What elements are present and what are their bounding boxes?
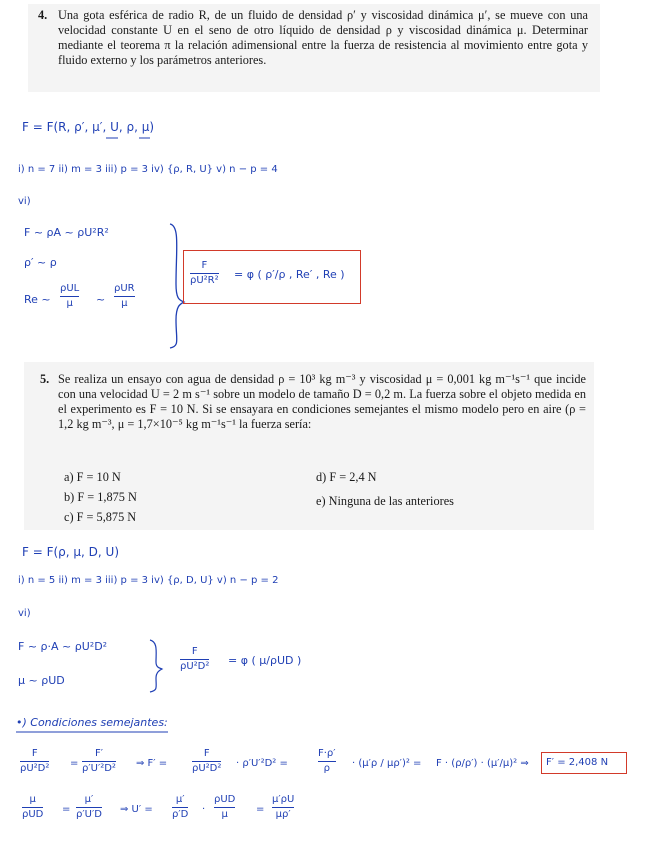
problem-5-text: Se realiza un ensayo con agua de densidad ρ = 10³ kg m⁻³ y viscosidad μ = 0,001 kg m⁻¹s⁻¹ que incide con una velocidad U = 2 m s⁻¹ sobre un modelo de tamaño D = 0,2 m. La fuerza sobre el objeto medida en el experimento es F = 10 N. Si se ensayara en condiciones semejantes el mismo modelo pero en aire (ρ = 1,2 kg m⁻³, μ = 1,7×10⁻⁵ kg m⁻¹s⁻¹ la fuerza sería: — [58, 372, 586, 431]
eq2-equals-2: = — [256, 804, 265, 815]
frac-num: μ — [29, 794, 36, 805]
frac-num: F — [31, 748, 38, 759]
frac-den: μ — [66, 298, 73, 309]
p5-result-rhs: = φ ( μ/ρUD ) — [228, 654, 302, 667]
frac-num: F·ρ′ — [318, 748, 336, 759]
eq1-implies: ⇒ F′ = — [136, 758, 168, 769]
option-a: a) F = 10 N — [64, 470, 121, 484]
problem-5-number: 5. — [40, 372, 50, 386]
frac-den: ρ′U′D — [76, 809, 102, 820]
frac-num: ρUL — [60, 283, 80, 294]
p4-reynolds-label: Re ~ — [24, 293, 51, 306]
option-b: b) F = 1,875 N — [64, 490, 137, 504]
frac-num: μ′ — [84, 794, 94, 805]
problem-4-text: Una gota esférica de radio R, de un fluido de densidad ρ′ y viscosidad dinámica μ′, se mueve con una velocidad constante U en el seno de otro líquido de densidad ρ y viscosidad dinámica μ. Determinar mediante el teorema π la relación adimensional entre la fuerza de resistencia al movimiento entre gota y fluido externo y los parámetros anteriores. — [58, 8, 588, 67]
eq1-frac-a — [20, 748, 49, 775]
option-e: e) Ninguna de las anteriores — [316, 494, 454, 508]
eq1-frac-d — [318, 748, 336, 775]
eq1-ratio-squared: · (μ′ρ / μρ′)² = — [352, 758, 422, 769]
frac-den: ρ′D — [172, 809, 189, 820]
frac-den: μ — [221, 809, 228, 820]
p4-steps: i) n = 7 ii) m = 3 iii) p = 3 iv) {ρ, R, U} v) n − p = 4 — [18, 164, 278, 175]
frac-den: ρU²D² — [20, 763, 50, 774]
p5-step-vi: vi) — [18, 608, 31, 619]
eq2-equals: = — [62, 804, 71, 815]
p5-result-fraction — [180, 646, 209, 673]
frac-den: ρ — [323, 763, 330, 774]
frac-den: μ — [121, 298, 128, 309]
frac-den: ρU²D² — [192, 763, 222, 774]
eq2-frac-e — [272, 794, 294, 821]
eq2-frac-a — [22, 794, 43, 821]
eq1-frac-b — [82, 748, 116, 775]
frac-num: μ′ — [175, 794, 185, 805]
eq1-equals: = — [70, 758, 79, 769]
p4-result-rhs: = φ ( ρ′/ρ , Re′ , Re ) — [234, 268, 345, 281]
frac-den: ρU²D² — [180, 661, 210, 672]
eq2-dot: · — [202, 804, 206, 815]
p5-relation-force: F ~ ρ·A ~ ρU²D² — [18, 640, 108, 653]
frac-num: F — [203, 748, 210, 759]
eq2-implies: ⇒ U′ = — [120, 804, 153, 815]
p5-function-definition: F = F(ρ, μ, D, U) — [22, 545, 120, 559]
p4-reynolds-tilde: ~ — [96, 293, 106, 306]
eq2-frac-c — [172, 794, 188, 821]
frac-num: F — [191, 646, 198, 657]
p4-function-definition: F = F(R, ρ′, μ′, U, ρ, μ) — [22, 120, 155, 134]
option-d: d) F = 2,4 N — [316, 470, 377, 484]
similar-conditions-title: •) Condiciones semejantes: — [16, 716, 168, 729]
p4-relation-density: ρ′ ~ ρ — [24, 256, 57, 269]
eq1-frac-c — [192, 748, 221, 775]
problem-4-number: 4. — [38, 8, 48, 22]
frac-num: ρUD — [214, 794, 236, 805]
frac-den: ρ′U′²D² — [82, 763, 116, 774]
frac-num: F′ — [94, 748, 103, 759]
frac-num: μ′ρU — [272, 794, 295, 805]
eq2-frac-b — [76, 794, 102, 821]
eq2-frac-d — [214, 794, 235, 821]
eq1-final-expression: F · (ρ/ρ′) · (μ′/μ)² ⇒ — [436, 758, 529, 769]
p5-steps: i) n = 5 ii) m = 3 iii) p = 3 iv) {ρ, D, U} v) n − p = 2 — [18, 575, 279, 586]
frac-den: ρUD — [22, 809, 44, 820]
eq1-middle: · ρ′U′²D² = — [236, 758, 288, 769]
frac-den: μρ′ — [275, 809, 291, 820]
option-c: c) F = 5,875 N — [64, 510, 137, 524]
p4-step-vi: vi) — [18, 196, 31, 207]
frac-num: ρUR — [114, 283, 135, 294]
p5-relation-viscosity: μ ~ ρUD — [18, 674, 65, 687]
p5-answer: F′ = 2,408 N — [546, 757, 609, 768]
frac-num: F — [201, 260, 208, 271]
frac-den: ρU²R² — [190, 275, 219, 286]
p4-relation-force: F ~ ρA ~ ρU²R² — [24, 226, 109, 239]
